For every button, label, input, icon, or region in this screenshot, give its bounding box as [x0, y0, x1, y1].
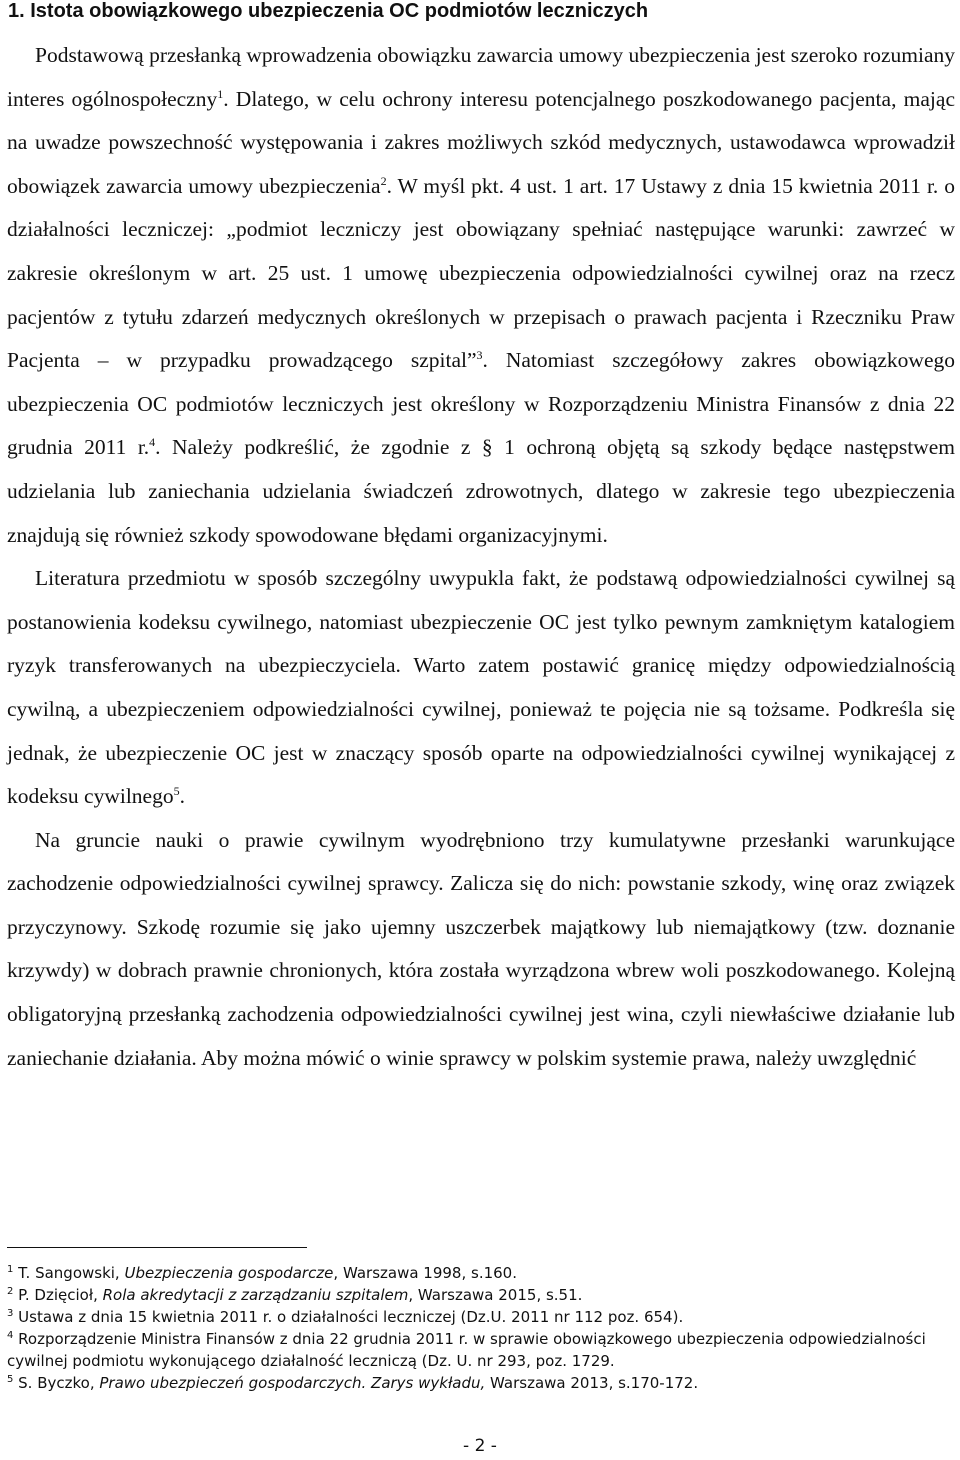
- paragraph-3-text: Na gruncie nauki o prawie cywilnym wyodrębniono trzy kumulatywne przesłanki warunkujące zachodzenie odpowiedzialności cywilnej sprawcy. Zalicza się do nich: powstanie szkody, winę oraz związek przyczynowy. Szkodę rozumie się jako ujemny uszczerbek majątkowy lub niemajątkowy (tzw. doznanie krzywdy) w dobrach prawnie chronionych, która została wyrządzona wbrew woli poszkodowanego. Kolejną obligatoryjną przesłanką zachodzenia odpowiedzialności cywilnej jest wina, czyli niewłaściwe działanie lub zaniechanie działania. Aby można mówić o winie sprawcy w polskim systemie prawa, należy uwzględnić: [7, 827, 955, 1070]
- paragraph-3: [7, 819, 955, 1081]
- footnote-ref-2[interactable]: 2: [380, 173, 387, 188]
- footnote-text: , Warszawa 2015, s.51.: [408, 1286, 583, 1304]
- paragraph-2-text-b: .: [179, 784, 185, 809]
- footnote-text: P. Dzięcioł,: [18, 1286, 103, 1304]
- footnote-ref-3[interactable]: 3: [476, 348, 483, 362]
- footnote-3: [7, 1306, 955, 1328]
- footnote-number: 4: [7, 1330, 14, 1341]
- footnote-4: [7, 1328, 955, 1372]
- footnote-number: 3: [7, 1308, 14, 1319]
- paragraph-1-text-e: . Należy podkreślić, że zgodnie z § 1 ochroną objętą są szkody będące następstwem udzielania lub zaniechania udzielania świadczeń zdrowotnych, dlatego w zakresie tego ubezpieczenia znajdują się również szkody spowodowane błędami organizacyjnymi.: [7, 435, 955, 547]
- footnote-1: [7, 1262, 955, 1284]
- footnote-title: Ubezpieczenia gospodarcze: [124, 1264, 334, 1282]
- footnote-2: [7, 1284, 955, 1306]
- footnote-ref-1[interactable]: 1: [217, 86, 224, 101]
- page-number: - 2 -: [463, 1436, 497, 1456]
- footnote-number: 2: [7, 1286, 14, 1297]
- body-text: [7, 34, 955, 1080]
- footnote-text: S. Byczko,: [18, 1374, 100, 1392]
- footnote-text: , Warszawa 1998, s.160.: [333, 1264, 517, 1282]
- footnote-ref-5[interactable]: 5: [173, 783, 180, 798]
- paragraph-2: [7, 557, 955, 819]
- section-heading: 1. Istota obowiązkowego ubezpieczenia OC podmiotów leczniczych: [8, 0, 649, 22]
- footnote-5: [7, 1372, 955, 1394]
- footnote-title: Prawo ubezpieczeń gospodarczych. Zarys wykładu,: [99, 1374, 486, 1392]
- paragraph-1-text-c: . W myśl pkt. 4 ust. 1 art. 17 Ustawy z dnia 15 kwietnia 2011 r. o działalności leczniczej: „podmiot leczniczy jest obowiązany spełniać następujące warunki: zawrzeć w zakresie określonym w art. 25 ust. 1 umowę ubezpieczenia odpowiedzialności cywilnej oraz na rzecz pacjentów z tytułu zdarzeń medycznych określonych w przepisach o prawach pacjenta i Rzeczniku Praw Pacjenta – w przypadku prowadzącego szpital”: [7, 173, 955, 373]
- footnote-ref-4[interactable]: 4: [149, 435, 156, 450]
- paragraph-1: [7, 34, 955, 557]
- footnote-text: Warszawa 2013, s.170-172.: [485, 1374, 699, 1392]
- footnote-number: 5: [7, 1374, 14, 1385]
- footnote-text: Ustawa z dnia 15 kwietnia 2011 r. o działalności leczniczej (Dz.U. 2011 nr 112 poz. 654).: [18, 1308, 684, 1326]
- footnote-title: Rola akredytacji z zarządzaniu szpitalem: [102, 1286, 409, 1304]
- footnote-separator: [7, 1247, 307, 1248]
- footnotes: [7, 1262, 955, 1394]
- paragraph-1-text-d: . Natomiast szczegółowy zakres obowiązkowego ubezpieczenia OC podmiotów leczniczych jest określony w Rozporządzeniu Ministra Finansów z dnia 22 grudnia 2011 r.: [7, 348, 955, 460]
- footnote-text: T. Sangowski,: [18, 1264, 125, 1282]
- footnote-number: 1: [7, 1264, 14, 1275]
- footnote-text: Rozporządzenie Ministra Finansów z dnia 22 grudnia 2011 r. w sprawie obowiązkowego ubezpieczenia odpowiedzialności cywilnej podmiotu wykonującego działalność leczniczą (Dz. U. nr 293, poz. 1729.: [7, 1330, 926, 1370]
- paragraph-1-text-b: . Dlatego, w celu ochrony interesu potencjalnego poszkodowanego pacjenta, mając na uwadze powszechność występowania i zakres możliwych szkód medycznych, ustawodawca wprowadził obowiązek zawarcia umowy ubezpieczenia: [7, 86, 955, 198]
- paragraph-1-text-a: Podstawową przesłanką wprowadzenia obowiązku zawarcia umowy ubezpieczenia jest szeroko rozumiany interes ogólnospołeczny: [7, 43, 955, 111]
- paragraph-2-text-a: Literatura przedmiotu w sposób szczególny uwypukla fakt, że podstawą odpowiedzialności cywilnej są postanowienia kodeksu cywilnego, natomiast ubezpieczenie OC jest tylko pewnym zamkniętym katalogiem ryzyk transferowanych na ubezpieczyciela. Warto zatem postawić granicę między odpowiedzialnością cywilną, a ubezpieczeniem odpowiedzialności cywilnej, ponieważ te pojęcia nie są tożsame. Podkreśla się jednak, że ubezpieczenie OC jest w znaczący sposób oparte na odpowiedzialności cywilnej wynikającej z kodeksu cywilnego: [7, 566, 955, 809]
